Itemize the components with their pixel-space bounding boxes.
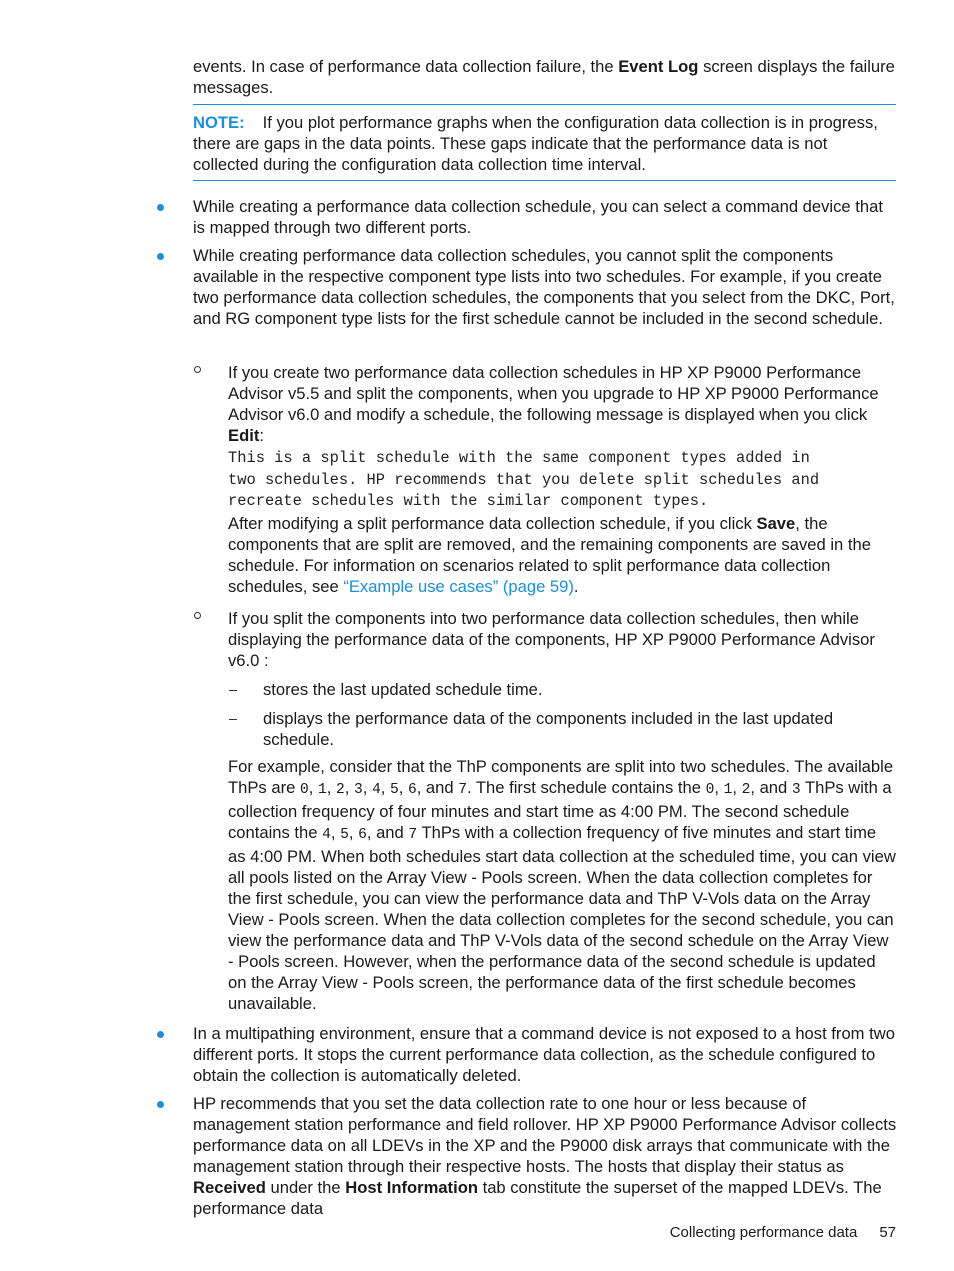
bullet-collection-rate: HP recommends that you set the data collection rate to one hour or less because of management station performance and field rollover. HP XP P9000 Performance Advisor collects performance data on all LDEVs in the XP and the P9000 disk arrays that communicate with the management station through their respective hosts. The hosts that display their status as Received under the Host Information tab constitute the superset of the mapped LDEVs. The performance data — [193, 1094, 897, 1218]
note-top-rule — [193, 104, 896, 105]
thp-example-paragraph: For example, consider that the ThP components are split into two schedules. The available ThPs are 0, 1, 2, 3, 4, 5, 6, and 7. The first schedule contains the 0, 1, 2, and 3 ThPs with a collection frequency of four minutes and start time as 4:00 PM. The second schedule contains the 4, 5, 6, and 7 ThPs with a collection frequency of five minutes and start time as 4:00 PM. When both schedules start data collection at the scheduled time, you can view all pools listed on the Array View - Pools screen. When the data collection completes for the first schedule, you can view the performance data and ThP V-Vols data on the Array View - Pools screen. When the data collection completes for the second schedule, you can view the performance data and ThP V-Vols data of the second schedule on the Array View - Pools screen. However, when the performance data of the second schedule is updated on the Array View - Pools screen, the performance data of the first schedule becomes unavailable. — [228, 757, 896, 1013]
bullet-split-components: While creating performance data collection schedules, you cannot split the components available in the respective component type lists into two schedules. For example, if you create two performance data collection schedules, the components that you select from the DKC, Port, and RG component type lists for the first schedule cannot be included in the second schedule. — [193, 246, 895, 328]
note-block — [193, 112, 897, 175]
code-line: This is a split schedule with the same component types added in — [228, 449, 810, 467]
bullet-multipathing: In a multipathing environment, ensure that a command device is not exposed to a host from two different ports. It stops the current performance data collection, as the schedule configured to obtain the collection is automatically deleted. — [193, 1024, 895, 1085]
page-number: 57 — [879, 1224, 896, 1241]
bullet-icon — [157, 1031, 164, 1038]
note-label: NOTE: — [193, 113, 245, 132]
dash-item-displays-data: displays the performance data of the components included in the last updated schedule. — [263, 709, 834, 749]
split-schedule-message — [228, 448, 898, 513]
circle-bullet-icon — [194, 612, 201, 619]
intro-paragraph: events. In case of performance data collection failure, the Event Log screen displays the failure messages. — [193, 57, 895, 97]
dash-bullet-icon — [229, 719, 237, 720]
note-text: If you plot performance graphs when the configuration data collection is in progress, there are gaps in the data points. These gaps indicate that the performance data is not collected during the configuration data collection time interval. — [193, 113, 878, 174]
footer-section-title: Collecting performance data — [669, 1224, 858, 1241]
sub-item-split-display: If you split the components into two performance data collection schedules, then while displaying the performance data of the components, HP XP P9000 Performance Advisor v6.0 : — [228, 609, 875, 670]
received-term: Received — [193, 1178, 266, 1197]
event-log-term: Event Log — [618, 57, 699, 76]
bullet-command-device-ports: While creating a performance data collection schedule, you can select a command device that is mapped through two different ports. — [193, 197, 883, 237]
dash-item-stores-time: stores the last updated schedule time. — [263, 680, 543, 699]
sub-item-upgrade-text: If you create two performance data collection schedules in HP XP P9000 Performance Advisor v5.5 and split the components, when you upgrade to HP XP P9000 Performance Advisor v6.0 and modify a schedule, the following message is displayed when you click Edit: — [228, 363, 879, 445]
host-information-term: Host Information — [345, 1178, 478, 1197]
dash-bullet-icon — [229, 690, 237, 691]
page-footer — [600, 1222, 896, 1243]
bullet-icon — [157, 1101, 164, 1108]
example-use-cases-link[interactable]: “Example use cases” (page 59) — [343, 576, 574, 596]
code-line: two schedules. HP recommends that you delete split schedules and — [228, 470, 820, 489]
bullet-icon — [157, 204, 164, 211]
edit-term: Edit — [228, 426, 260, 445]
save-term: Save — [756, 513, 796, 533]
after-modifying-text: After modifying a split performance data collection schedule, if you click Save, the components that are split are removed, and the remaining components are saved in the schedule. For information on scenarios related to split performance data collection schedules, see “Example use cases” (page 59). — [228, 513, 871, 596]
code-line: recreate schedules with the similar component types. — [228, 492, 709, 510]
note-bottom-rule — [193, 180, 896, 181]
bullet-icon — [157, 253, 164, 260]
sub-item-upgrade-split — [228, 362, 898, 597]
circle-bullet-icon — [194, 366, 201, 373]
